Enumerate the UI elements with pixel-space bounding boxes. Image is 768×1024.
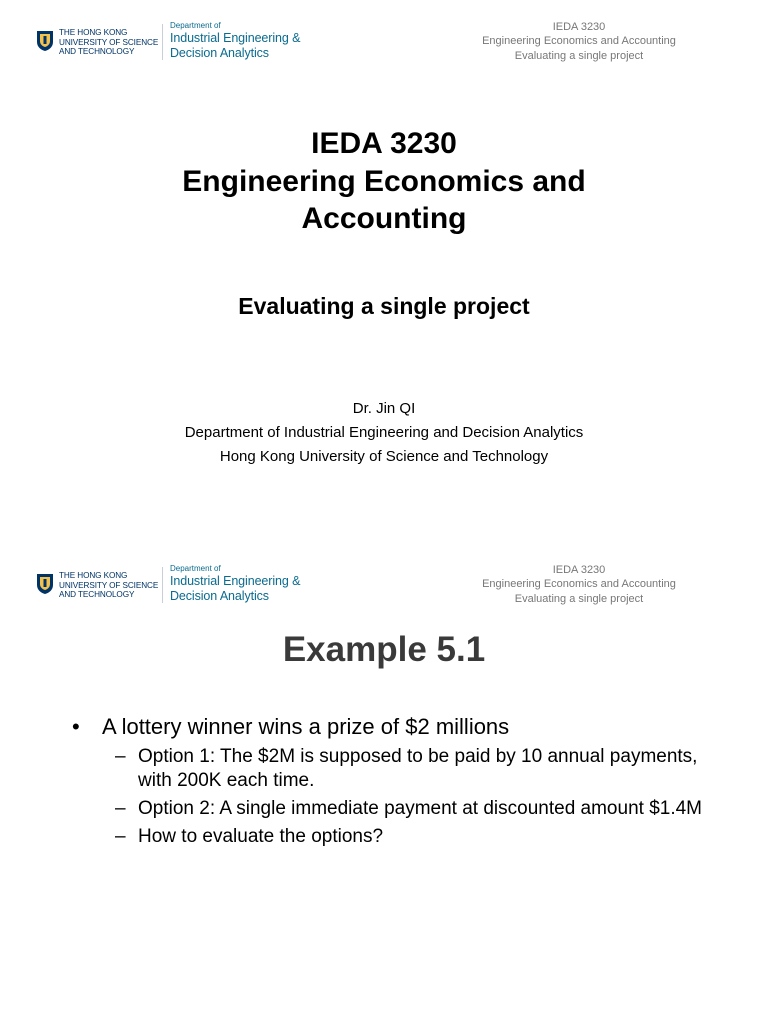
- department-logo-text: [170, 564, 300, 604]
- hkust-ieda-logo: [36, 563, 336, 607]
- university-name: THE HONG KONG UNIVERSITY OF SCIENCE AND TECHNOLOGY: [59, 571, 159, 600]
- hkust-ieda-logo: [36, 20, 336, 64]
- slide-2: [0, 543, 768, 1024]
- sub-item-text: How to evaluate the options?: [138, 826, 384, 847]
- author-institution: Hong Kong University of Science and Technology: [219, 448, 549, 465]
- course-header: [449, 20, 709, 63]
- sub-item-question: [72, 825, 732, 849]
- dash-marker: –: [115, 746, 126, 767]
- course-code: IEDA 3230: [552, 21, 606, 33]
- logo-divider: [162, 567, 163, 603]
- department-logo-text: [170, 21, 300, 61]
- author-department: Department of Industrial Engineering and Decision Analytics: [184, 424, 584, 441]
- title-line-3: Accounting: [301, 202, 467, 235]
- course-topic: Evaluating a single project: [514, 592, 644, 605]
- course-topic: Evaluating a single project: [514, 49, 644, 62]
- sub-item-text: Option 2: A single immediate payment at discounted amount $1.4M: [138, 798, 702, 819]
- course-name: Engineering Economics and Accounting: [482, 578, 676, 591]
- bullet-text: A lottery winner wins a prize of $2 millions: [102, 714, 510, 739]
- dash-marker: –: [115, 798, 126, 819]
- department-of-label: Department of: [170, 21, 221, 30]
- logo-divider: [162, 24, 163, 60]
- course-code: IEDA 3230: [552, 564, 606, 576]
- department-name-line-1: Industrial Engineering &: [170, 574, 301, 588]
- bullet-marker: •: [72, 714, 80, 739]
- dash-marker: –: [115, 826, 126, 847]
- bullet-list: [72, 713, 732, 849]
- course-header: [449, 563, 709, 606]
- title-line-1: IEDA 3230: [311, 127, 457, 160]
- slide-subtitle: Evaluating a single project: [238, 293, 530, 319]
- title-line-2: Engineering Economics and: [182, 164, 586, 198]
- sub-item-text: Option 1: The $2M is supposed to be paid by 10 annual payments, with 200K each time.: [138, 746, 698, 791]
- university-crest-icon: [36, 573, 54, 595]
- slide-title: [0, 125, 768, 238]
- example-title: Example 5.1: [282, 630, 486, 669]
- department-of-label: Department of: [170, 564, 221, 573]
- sub-item-option-2: [72, 797, 732, 821]
- department-name-line-1: Industrial Engineering &: [170, 31, 301, 45]
- university-name: THE HONG KONG UNIVERSITY OF SCIENCE AND TECHNOLOGY: [59, 28, 159, 57]
- author-name: Dr. Jin QI: [352, 400, 416, 417]
- author-block: [0, 397, 768, 469]
- course-name: Engineering Economics and Accounting: [482, 35, 676, 48]
- bullet-item: [72, 713, 732, 741]
- department-name-line-2: Decision Analytics: [170, 46, 269, 60]
- sub-item-option-1: [72, 745, 732, 793]
- university-crest-icon: [36, 30, 54, 52]
- department-name-line-2: Decision Analytics: [170, 589, 269, 603]
